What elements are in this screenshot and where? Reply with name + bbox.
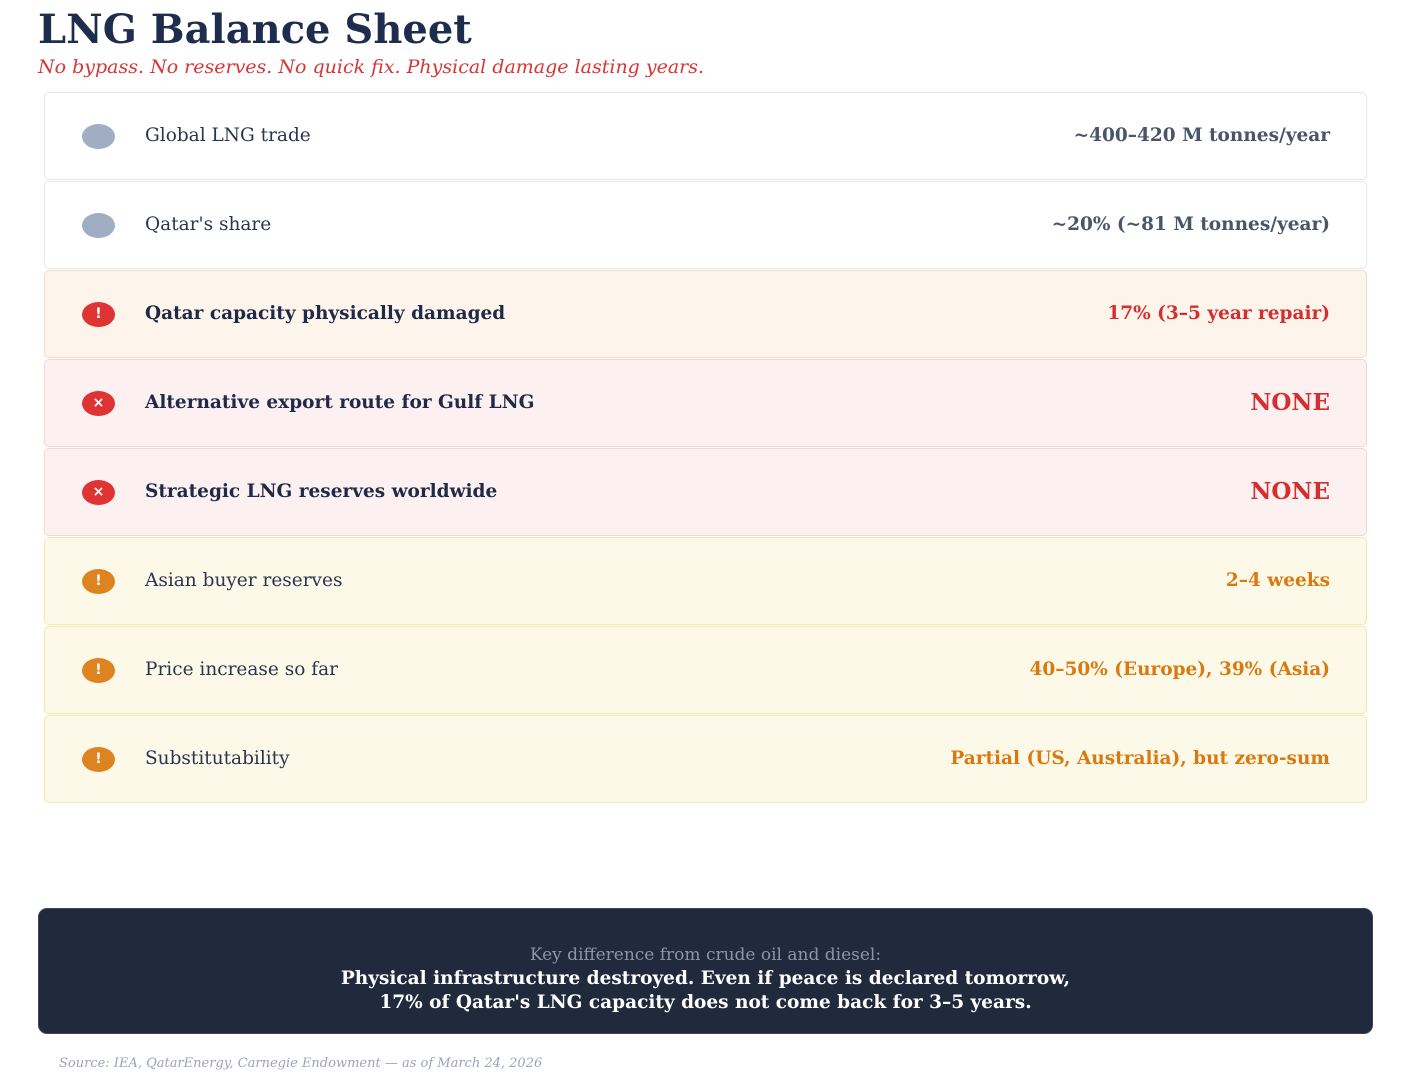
row-label: Qatar's share — [145, 214, 272, 235]
row-substitutability — [44, 715, 1367, 803]
grey-dot-icon — [82, 124, 115, 149]
balance-sheet-list — [44, 92, 1367, 804]
row-value: 17% (3–5 year repair) — [1107, 303, 1330, 324]
grey-dot-icon — [82, 213, 115, 238]
row-qatar-capacity-damaged — [44, 270, 1367, 358]
row-label: Alternative export route for Gulf LNG — [145, 392, 535, 413]
callout-kicker: Key difference from crude oil and diesel: — [529, 945, 882, 965]
row-label: Substitutability — [145, 748, 290, 769]
row-label: Strategic LNG reserves worldwide — [145, 481, 498, 502]
row-strategic-reserves — [44, 448, 1367, 536]
alert-icon: ! — [82, 302, 115, 327]
row-qatar-share — [44, 181, 1367, 269]
row-value: 40–50% (Europe), 39% (Asia) — [1029, 659, 1330, 680]
row-alternative-export-route — [44, 359, 1367, 447]
row-global-lng-trade — [44, 92, 1367, 180]
row-label: Asian buyer reserves — [145, 570, 343, 591]
key-difference-callout — [38, 908, 1373, 1034]
row-label: Qatar capacity physically damaged — [145, 303, 506, 324]
callout-body — [39, 967, 1372, 1015]
callout-line-1: Physical infrastructure destroyed. Even if peace is declared tomorrow, — [340, 968, 1071, 989]
row-value: NONE — [1250, 478, 1330, 505]
cross-icon: × — [82, 480, 115, 505]
callout-line-2: 17% of Qatar's LNG capacity does not come back for 3–5 years. — [379, 992, 1032, 1013]
row-value: NONE — [1250, 389, 1330, 416]
warning-icon: ! — [82, 747, 115, 772]
warning-icon: ! — [82, 569, 115, 594]
row-asian-buyer-reserves — [44, 537, 1367, 625]
row-price-increase — [44, 626, 1367, 714]
row-value: Partial (US, Australia), but zero-sum — [950, 748, 1330, 769]
row-value: ~20% (~81 M tonnes/year) — [1051, 214, 1330, 235]
source-note: Source: IEA, QatarEnergy, Carnegie Endowment — as of March 24, 2026 — [59, 1056, 543, 1071]
page-subtitle: No bypass. No reserves. No quick fix. Physical damage lasting years. — [38, 56, 705, 78]
row-label: Price increase so far — [145, 659, 338, 680]
row-label: Global LNG trade — [145, 125, 311, 146]
cross-icon: × — [82, 391, 115, 416]
row-value: 2–4 weeks — [1225, 570, 1330, 591]
row-value: ~400–420 M tonnes/year — [1073, 125, 1330, 146]
warning-icon: ! — [82, 658, 115, 683]
page-title: LNG Balance Sheet — [38, 6, 472, 53]
